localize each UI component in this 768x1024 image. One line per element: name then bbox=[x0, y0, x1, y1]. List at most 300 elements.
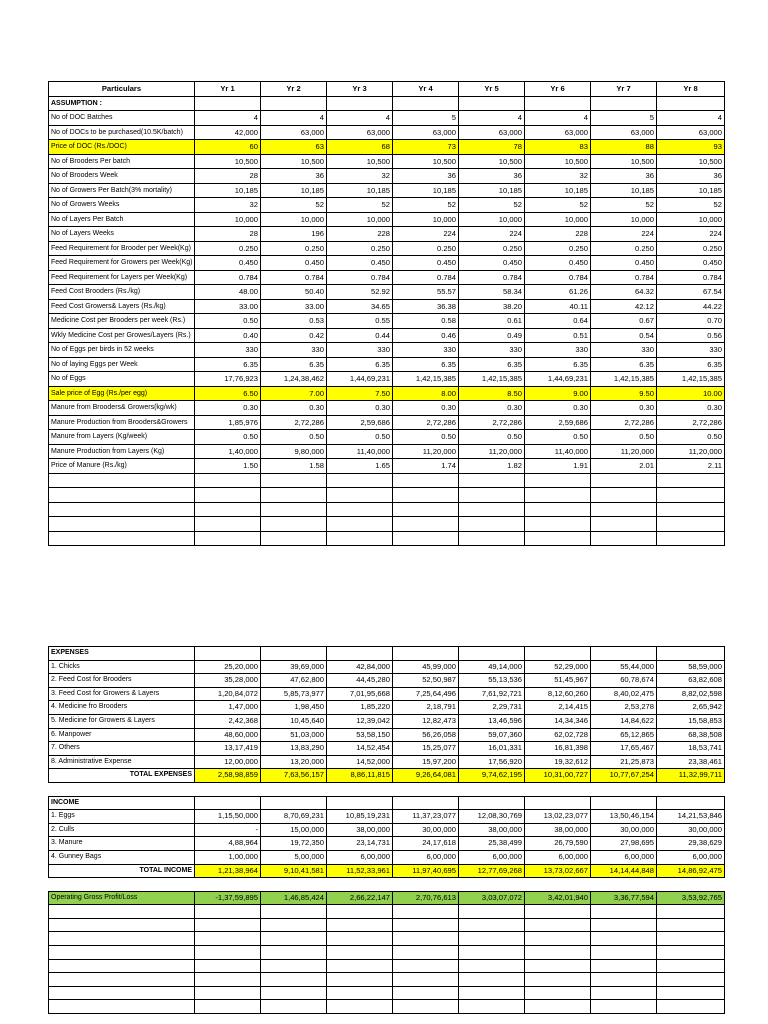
value-cell: 21,25,873 bbox=[591, 755, 657, 769]
row-label: No of DOC Batches bbox=[49, 111, 195, 126]
assumption-row bbox=[49, 314, 725, 329]
empty-cell bbox=[327, 973, 393, 987]
value-cell: 38,00,000 bbox=[525, 823, 591, 837]
financials-body bbox=[49, 647, 725, 1014]
value-cell: 47,62,800 bbox=[261, 674, 327, 688]
empty-cell bbox=[459, 473, 525, 488]
value-cell: 1,21,38,964 bbox=[195, 864, 261, 878]
value-cell: 0.58 bbox=[393, 314, 459, 329]
assumption-row bbox=[49, 169, 725, 184]
value-cell: 39,69,000 bbox=[261, 660, 327, 674]
empty-cell bbox=[591, 959, 657, 973]
empty-row bbox=[49, 878, 725, 892]
header-year: Yr 1 bbox=[195, 82, 261, 97]
empty-cell bbox=[525, 502, 591, 517]
empty-cell bbox=[525, 959, 591, 973]
value-cell: 9.00 bbox=[525, 386, 591, 401]
value-cell: 45,99,000 bbox=[393, 660, 459, 674]
value-cell: 0.44 bbox=[327, 328, 393, 343]
empty-cell bbox=[525, 918, 591, 932]
row-label: TOTAL EXPENSES bbox=[49, 769, 195, 783]
assumptions-table bbox=[48, 81, 725, 546]
value-cell: 51,45,967 bbox=[525, 674, 591, 688]
empty-cell bbox=[591, 932, 657, 946]
empty-cell bbox=[49, 918, 195, 932]
value-cell: 4 bbox=[195, 111, 261, 126]
empty-cell bbox=[49, 959, 195, 973]
empty-cell bbox=[327, 946, 393, 960]
value-cell: 0.30 bbox=[459, 401, 525, 416]
value-cell: 1.50 bbox=[195, 459, 261, 474]
value-cell: 10,500 bbox=[393, 154, 459, 169]
value-cell: 1,15,50,000 bbox=[195, 810, 261, 824]
empty-cell bbox=[49, 973, 195, 987]
income-row bbox=[49, 810, 725, 824]
value-cell: 2,29,731 bbox=[459, 701, 525, 715]
empty-cell bbox=[195, 782, 261, 796]
empty-row bbox=[49, 959, 725, 973]
empty-cell bbox=[591, 473, 657, 488]
value-cell: 0.450 bbox=[459, 256, 525, 271]
row-label: No of Brooders Week bbox=[49, 169, 195, 184]
row-label: 8. Administrative Expense bbox=[49, 755, 195, 769]
empty-cell bbox=[261, 488, 327, 503]
value-cell: 330 bbox=[657, 343, 725, 358]
value-cell: 10,000 bbox=[195, 212, 261, 227]
value-cell: 12,82,473 bbox=[393, 714, 459, 728]
assumption-row bbox=[49, 183, 725, 198]
value-cell: 11,20,000 bbox=[459, 444, 525, 459]
value-cell: 52,50,987 bbox=[393, 674, 459, 688]
empty-cell bbox=[525, 986, 591, 1000]
empty-cell bbox=[393, 946, 459, 960]
empty-cell bbox=[459, 796, 525, 810]
empty-cell bbox=[49, 488, 195, 503]
row-label: No of Eggs bbox=[49, 372, 195, 387]
value-cell: 29,38,629 bbox=[657, 837, 725, 851]
value-cell: 1.74 bbox=[393, 459, 459, 474]
value-cell: 10,000 bbox=[657, 212, 725, 227]
value-cell: 88 bbox=[591, 140, 657, 155]
empty-cell bbox=[49, 878, 195, 892]
value-cell: 3,03,07,072 bbox=[459, 891, 525, 905]
empty-cell bbox=[657, 531, 725, 546]
row-label: Manure Production from Layers (Kg) bbox=[49, 444, 195, 459]
value-cell: 11,52,33,961 bbox=[327, 864, 393, 878]
empty-cell bbox=[591, 918, 657, 932]
value-cell: 0.450 bbox=[393, 256, 459, 271]
value-cell: 0.40 bbox=[195, 328, 261, 343]
assumption-row bbox=[49, 285, 725, 300]
value-cell: 8,12,60,260 bbox=[525, 687, 591, 701]
value-cell: 0.64 bbox=[525, 314, 591, 329]
empty-cell bbox=[195, 796, 261, 810]
value-cell: 10,500 bbox=[195, 154, 261, 169]
empty-cell bbox=[393, 973, 459, 987]
value-cell: 13,83,290 bbox=[261, 742, 327, 756]
value-cell: 34.65 bbox=[327, 299, 393, 314]
value-cell: 1,46,85,424 bbox=[261, 891, 327, 905]
assumption-row bbox=[49, 459, 725, 474]
empty-cell bbox=[49, 517, 195, 532]
value-cell: 0.250 bbox=[393, 241, 459, 256]
value-cell: 42,84,000 bbox=[327, 660, 393, 674]
value-cell: 10,185 bbox=[525, 183, 591, 198]
value-cell: 52.92 bbox=[327, 285, 393, 300]
value-cell: 68,38,508 bbox=[657, 728, 725, 742]
value-cell: 6.35 bbox=[261, 357, 327, 372]
row-label: No of Layers Per Batch bbox=[49, 212, 195, 227]
value-cell: 6.35 bbox=[525, 357, 591, 372]
empty-row bbox=[49, 946, 725, 960]
value-cell: 0.30 bbox=[327, 401, 393, 416]
value-cell: 9,74,62,195 bbox=[459, 769, 525, 783]
value-cell: 63,000 bbox=[393, 125, 459, 140]
value-cell: 0.51 bbox=[525, 328, 591, 343]
value-cell: 42.12 bbox=[591, 299, 657, 314]
empty-row bbox=[49, 905, 725, 919]
value-cell: 42,000 bbox=[195, 125, 261, 140]
expense-row bbox=[49, 714, 725, 728]
empty-cell bbox=[393, 1000, 459, 1014]
empty-cell bbox=[591, 531, 657, 546]
empty-row bbox=[49, 973, 725, 987]
assumption-row bbox=[49, 415, 725, 430]
value-cell: 0.67 bbox=[591, 314, 657, 329]
header-year: Yr 3 bbox=[327, 82, 393, 97]
value-cell: 0.54 bbox=[591, 328, 657, 343]
financials-table bbox=[48, 646, 725, 1014]
empty-row bbox=[49, 986, 725, 1000]
value-cell: 15,58,853 bbox=[657, 714, 725, 728]
value-cell: 10,31,00,727 bbox=[525, 769, 591, 783]
value-cell: 11,20,000 bbox=[591, 444, 657, 459]
header-year: Yr 4 bbox=[393, 82, 459, 97]
empty-cell bbox=[327, 796, 393, 810]
empty-cell bbox=[591, 488, 657, 503]
empty-cell bbox=[657, 488, 725, 503]
row-label: Manure from Layers (Kg/week) bbox=[49, 430, 195, 445]
value-cell: 10,500 bbox=[657, 154, 725, 169]
empty-cell bbox=[195, 905, 261, 919]
value-cell: 6,00,000 bbox=[525, 850, 591, 864]
empty-cell bbox=[525, 796, 591, 810]
empty-cell bbox=[49, 946, 195, 960]
value-cell: 35,28,000 bbox=[195, 674, 261, 688]
empty-cell bbox=[393, 796, 459, 810]
empty-cell bbox=[459, 878, 525, 892]
row-label: 2. Feed Cost for Brooders bbox=[49, 674, 195, 688]
value-cell: 33.00 bbox=[195, 299, 261, 314]
empty-row bbox=[49, 517, 725, 532]
row-label: No of laying Eggs per Week bbox=[49, 357, 195, 372]
value-cell: 0.30 bbox=[591, 401, 657, 416]
value-cell: 10,500 bbox=[459, 154, 525, 169]
value-cell: 0.70 bbox=[657, 314, 725, 329]
value-cell: 52 bbox=[525, 198, 591, 213]
empty-cell bbox=[657, 932, 725, 946]
empty-row bbox=[49, 782, 725, 796]
value-cell: 36 bbox=[393, 169, 459, 184]
value-cell: 330 bbox=[195, 343, 261, 358]
empty-row bbox=[49, 932, 725, 946]
empty-cell bbox=[327, 782, 393, 796]
value-cell: 63,000 bbox=[261, 125, 327, 140]
empty-cell bbox=[657, 782, 725, 796]
empty-cell bbox=[657, 918, 725, 932]
value-cell: 0.50 bbox=[657, 430, 725, 445]
value-cell: 330 bbox=[393, 343, 459, 358]
value-cell: 52 bbox=[393, 198, 459, 213]
value-cell: 60 bbox=[195, 140, 261, 155]
empty-cell bbox=[459, 531, 525, 546]
value-cell: 10,000 bbox=[393, 212, 459, 227]
value-cell: 1.58 bbox=[261, 459, 327, 474]
value-cell: 6.50 bbox=[195, 386, 261, 401]
value-cell: 0.30 bbox=[261, 401, 327, 416]
row-label: Feed Cost Brooders (Rs./kg) bbox=[49, 285, 195, 300]
value-cell: 6.35 bbox=[657, 357, 725, 372]
empty-cell bbox=[393, 96, 459, 111]
value-cell: 1.65 bbox=[327, 459, 393, 474]
value-cell: 56,26,058 bbox=[393, 728, 459, 742]
value-cell: 12,77,69,268 bbox=[459, 864, 525, 878]
empty-cell bbox=[393, 932, 459, 946]
empty-cell bbox=[49, 502, 195, 517]
value-cell: 2,58,98,859 bbox=[195, 769, 261, 783]
row-label: 1. Eggs bbox=[49, 810, 195, 824]
empty-cell bbox=[657, 986, 725, 1000]
value-cell: 0.784 bbox=[195, 270, 261, 285]
row-label: Wkly Medicine Cost per Growes/Layers (Rs.) bbox=[49, 328, 195, 343]
empty-cell bbox=[195, 973, 261, 987]
empty-cell bbox=[327, 878, 393, 892]
empty-cell bbox=[195, 878, 261, 892]
empty-cell bbox=[261, 932, 327, 946]
value-cell: 8,40,02,475 bbox=[591, 687, 657, 701]
value-cell: 49,14,000 bbox=[459, 660, 525, 674]
empty-cell bbox=[195, 918, 261, 932]
value-cell: 7,63,56,157 bbox=[261, 769, 327, 783]
value-cell: 0.61 bbox=[459, 314, 525, 329]
value-cell: 13,46,596 bbox=[459, 714, 525, 728]
row-label: Feed Requirement for Growers per Week(Kg) bbox=[49, 256, 195, 271]
value-cell: 15,25,077 bbox=[393, 742, 459, 756]
value-cell: 2,59,686 bbox=[327, 415, 393, 430]
value-cell: 2,42,368 bbox=[195, 714, 261, 728]
value-cell: 38.20 bbox=[459, 299, 525, 314]
value-cell: 330 bbox=[525, 343, 591, 358]
value-cell: 52 bbox=[657, 198, 725, 213]
value-cell: 10,185 bbox=[657, 183, 725, 198]
value-cell: 0.50 bbox=[525, 430, 591, 445]
value-cell: 36 bbox=[657, 169, 725, 184]
value-cell: 10,45,640 bbox=[261, 714, 327, 728]
value-cell: 2,59,686 bbox=[525, 415, 591, 430]
value-cell: 8,86,11,815 bbox=[327, 769, 393, 783]
empty-cell bbox=[261, 796, 327, 810]
value-cell: 23,14,731 bbox=[327, 837, 393, 851]
empty-cell bbox=[525, 1000, 591, 1014]
value-cell: 0.56 bbox=[657, 328, 725, 343]
value-cell: 30,00,000 bbox=[591, 823, 657, 837]
value-cell: 10,000 bbox=[525, 212, 591, 227]
value-cell: 10,500 bbox=[525, 154, 591, 169]
value-cell: 10,000 bbox=[261, 212, 327, 227]
value-cell: 0.250 bbox=[657, 241, 725, 256]
value-cell: 0.30 bbox=[657, 401, 725, 416]
empty-cell bbox=[261, 782, 327, 796]
value-cell: 0.450 bbox=[261, 256, 327, 271]
empty-cell bbox=[591, 986, 657, 1000]
value-cell: 2,66,22,147 bbox=[327, 891, 393, 905]
value-cell: 4 bbox=[459, 111, 525, 126]
value-cell: 0.250 bbox=[525, 241, 591, 256]
assumption-row bbox=[49, 125, 725, 140]
value-cell: 15,00,000 bbox=[261, 823, 327, 837]
empty-row bbox=[49, 918, 725, 932]
row-label: Sale price of Egg (Rs./per egg) bbox=[49, 386, 195, 401]
value-cell: 1,85,976 bbox=[195, 415, 261, 430]
value-cell: 0.50 bbox=[195, 314, 261, 329]
value-cell: 61.26 bbox=[525, 285, 591, 300]
empty-cell bbox=[525, 782, 591, 796]
value-cell: 36.38 bbox=[393, 299, 459, 314]
empty-cell bbox=[261, 986, 327, 1000]
value-cell: 4 bbox=[657, 111, 725, 126]
value-cell: 14,52,454 bbox=[327, 742, 393, 756]
value-cell: 2,18,791 bbox=[393, 701, 459, 715]
empty-cell bbox=[591, 1000, 657, 1014]
empty-cell bbox=[195, 946, 261, 960]
value-cell: 6.35 bbox=[393, 357, 459, 372]
value-cell: 11,40,000 bbox=[327, 444, 393, 459]
value-cell: 13,17,419 bbox=[195, 742, 261, 756]
empty-cell bbox=[525, 878, 591, 892]
empty-cell bbox=[49, 932, 195, 946]
value-cell: 7,01,95,668 bbox=[327, 687, 393, 701]
value-cell: 52 bbox=[261, 198, 327, 213]
value-cell: 0.784 bbox=[393, 270, 459, 285]
value-cell: 12,39,042 bbox=[327, 714, 393, 728]
income-row bbox=[49, 823, 725, 837]
value-cell: 63,000 bbox=[459, 125, 525, 140]
value-cell: 48,60,000 bbox=[195, 728, 261, 742]
value-cell: 10,500 bbox=[261, 154, 327, 169]
value-cell: 11,20,000 bbox=[657, 444, 725, 459]
empty-cell bbox=[49, 986, 195, 1000]
empty-cell bbox=[393, 502, 459, 517]
empty-cell bbox=[327, 1000, 393, 1014]
empty-cell bbox=[525, 96, 591, 111]
value-cell: 6,00,000 bbox=[327, 850, 393, 864]
value-cell: 73 bbox=[393, 140, 459, 155]
value-cell: 17,56,920 bbox=[459, 755, 525, 769]
value-cell: 2,72,286 bbox=[591, 415, 657, 430]
value-cell: 63,82,608 bbox=[657, 674, 725, 688]
header-year: Yr 5 bbox=[459, 82, 525, 97]
empty-cell bbox=[591, 946, 657, 960]
value-cell: 14,52,000 bbox=[327, 755, 393, 769]
empty-cell bbox=[327, 959, 393, 973]
empty-cell bbox=[195, 959, 261, 973]
value-cell: 330 bbox=[261, 343, 327, 358]
value-cell: 0.30 bbox=[195, 401, 261, 416]
value-cell: 14,86,92,475 bbox=[657, 864, 725, 878]
header-year: Yr 8 bbox=[657, 82, 725, 97]
empty-cell bbox=[393, 488, 459, 503]
value-cell: 55.57 bbox=[393, 285, 459, 300]
value-cell: 50.40 bbox=[261, 285, 327, 300]
empty-cell bbox=[261, 517, 327, 532]
value-cell: 228 bbox=[525, 227, 591, 242]
value-cell: 224 bbox=[657, 227, 725, 242]
value-cell: 0.784 bbox=[261, 270, 327, 285]
value-cell: 13,73,02,667 bbox=[525, 864, 591, 878]
value-cell: 2.11 bbox=[657, 459, 725, 474]
empty-cell bbox=[393, 986, 459, 1000]
expense-row bbox=[49, 687, 725, 701]
expenses-title-row bbox=[49, 647, 725, 661]
value-cell: 2,72,286 bbox=[657, 415, 725, 430]
value-cell: 1,47,000 bbox=[195, 701, 261, 715]
row-label: No of Eggs per birds in 52 weeks bbox=[49, 343, 195, 358]
empty-cell bbox=[657, 473, 725, 488]
empty-cell bbox=[49, 782, 195, 796]
value-cell: 224 bbox=[459, 227, 525, 242]
empty-cell bbox=[459, 905, 525, 919]
value-cell: 58.34 bbox=[459, 285, 525, 300]
empty-row bbox=[49, 473, 725, 488]
value-cell: 1,42,15,385 bbox=[657, 372, 725, 387]
empty-cell bbox=[261, 973, 327, 987]
value-cell: 23,38,461 bbox=[657, 755, 725, 769]
empty-cell bbox=[261, 96, 327, 111]
value-cell: 36 bbox=[459, 169, 525, 184]
value-cell: 30,00,000 bbox=[657, 823, 725, 837]
value-cell: 10,000 bbox=[327, 212, 393, 227]
empty-cell bbox=[459, 488, 525, 503]
empty-cell bbox=[195, 473, 261, 488]
income-row bbox=[49, 837, 725, 851]
value-cell: 3,36,77,594 bbox=[591, 891, 657, 905]
empty-cell bbox=[525, 932, 591, 946]
value-cell: 2,65,942 bbox=[657, 701, 725, 715]
assumption-row bbox=[49, 140, 725, 155]
value-cell: 24,17,618 bbox=[393, 837, 459, 851]
value-cell: 13,20,000 bbox=[261, 755, 327, 769]
value-cell: 16,01,331 bbox=[459, 742, 525, 756]
assumption-row bbox=[49, 198, 725, 213]
value-cell: 67.54 bbox=[657, 285, 725, 300]
empty-cell bbox=[327, 647, 393, 661]
value-cell: 0.450 bbox=[327, 256, 393, 271]
value-cell: 68 bbox=[327, 140, 393, 155]
value-cell: 0.450 bbox=[591, 256, 657, 271]
value-cell: 2,14,415 bbox=[525, 701, 591, 715]
empty-cell bbox=[327, 502, 393, 517]
empty-cell bbox=[393, 918, 459, 932]
row-label: 5. Medicine for Growers & Layers bbox=[49, 714, 195, 728]
value-cell: 14,14,44,848 bbox=[591, 864, 657, 878]
value-cell: 0.46 bbox=[393, 328, 459, 343]
empty-cell bbox=[393, 959, 459, 973]
value-cell: 0.30 bbox=[525, 401, 591, 416]
row-label: Price of DOC (Rs./DOC) bbox=[49, 140, 195, 155]
empty-cell bbox=[459, 502, 525, 517]
empty-cell bbox=[393, 782, 459, 796]
value-cell: 11,20,000 bbox=[393, 444, 459, 459]
